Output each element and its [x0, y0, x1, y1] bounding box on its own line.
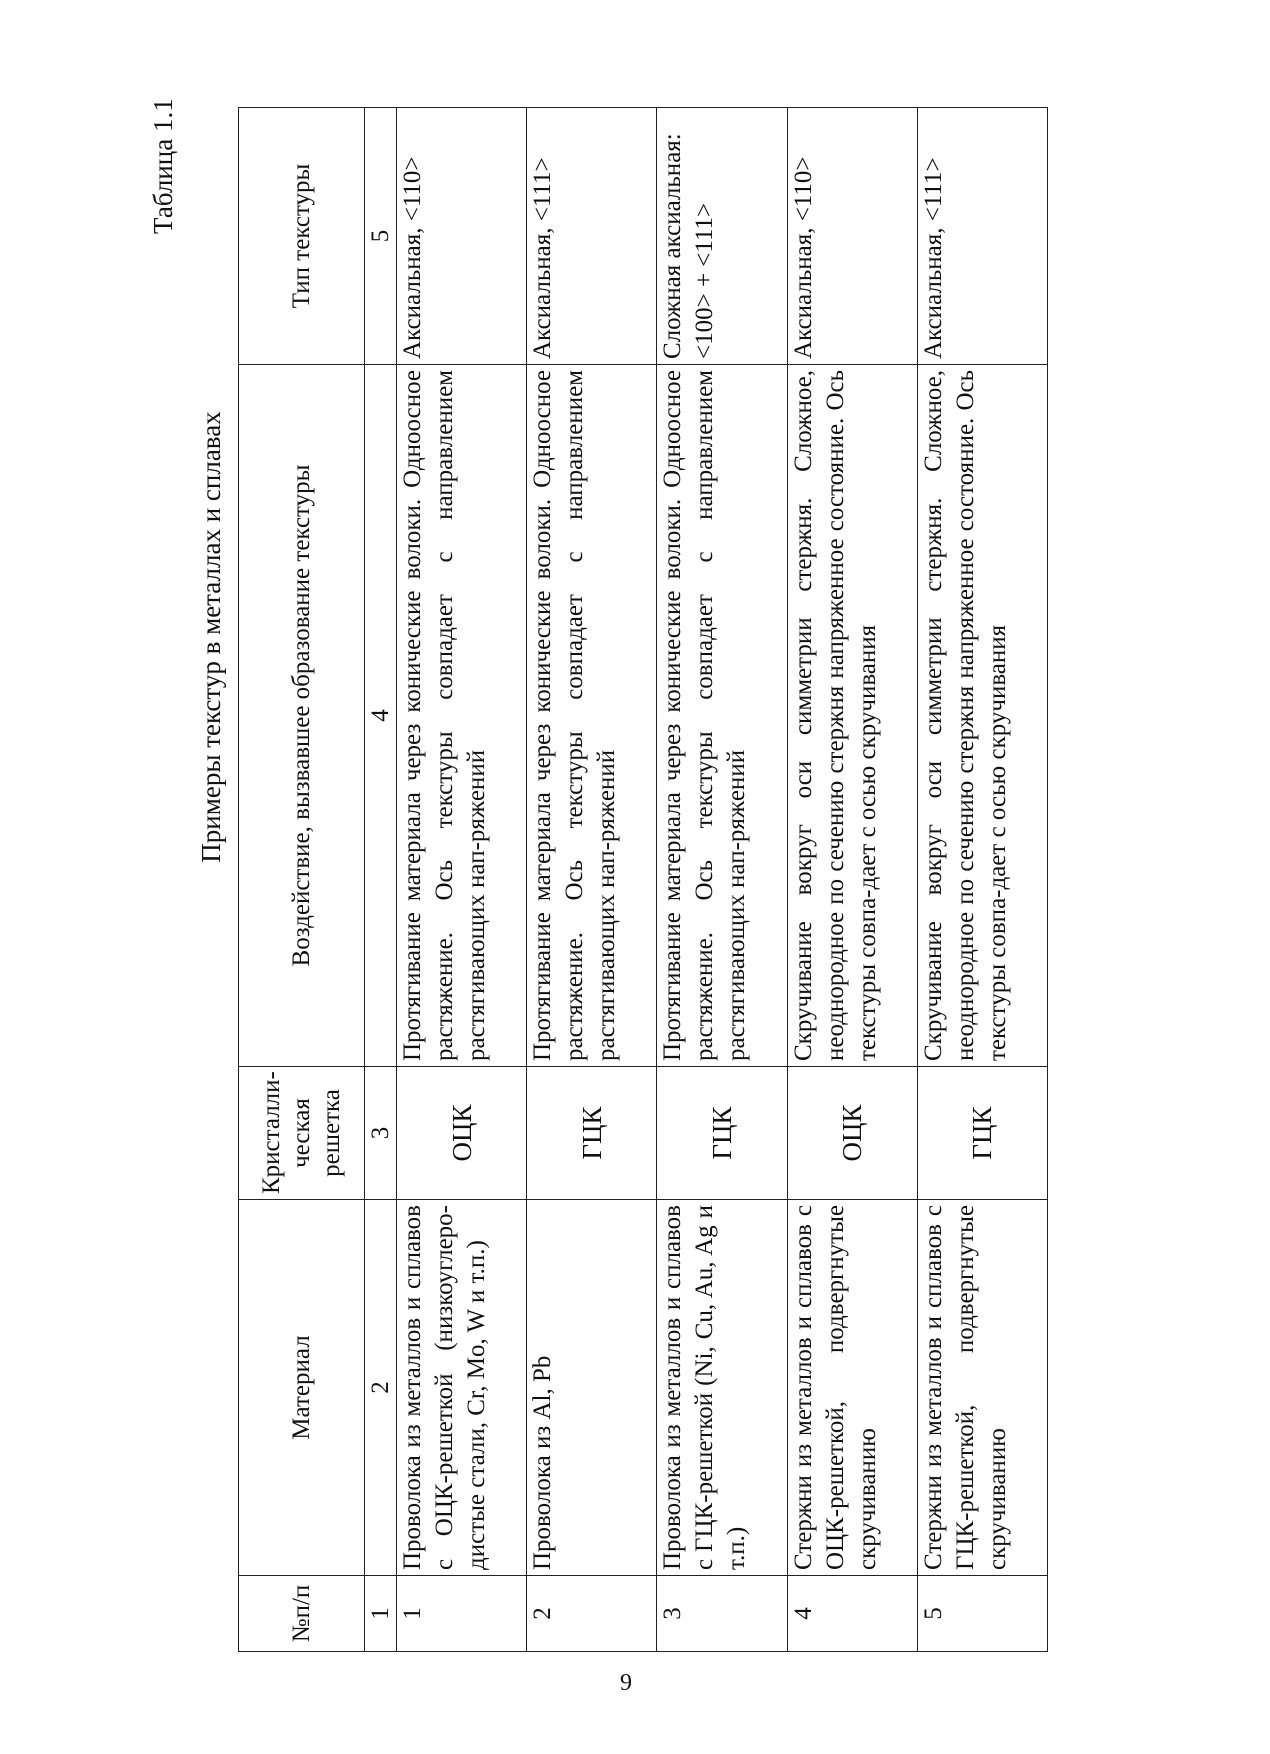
row-action: Протягивание материала через конические волоки. Одноосное растяжение. Ось текстуры совпадает с направлением растягивающих нап-ряжений [527, 365, 657, 1067]
table-row [397, 108, 527, 1652]
row-texture-type: Аксиальная, <110> [397, 108, 527, 365]
row-lattice: ГЦК [917, 1067, 1047, 1200]
row-index: 1 [397, 1576, 527, 1652]
header-action: Воздействие, вызвавшее образование текстуры [239, 365, 365, 1067]
row-material: Проволока из металлов и сплавов с ОЦК-решеткой (низкоуглеро-дистые стали, Cr, Mo, W и т.п.) [397, 1200, 527, 1576]
column-number-row [365, 108, 397, 1652]
texture-table [238, 107, 1048, 1652]
row-action: Протягивание материала через конические волоки. Одноосное растяжение. Ось текстуры совпадает с направлением растягивающих нап-ряжений [397, 365, 527, 1067]
header-material: Материал [239, 1200, 365, 1576]
row-lattice: ГЦК [657, 1067, 787, 1200]
row-material: Стержни из металлов и сплавов с ОЦК-решеткой, подвергнутые скручиванию [787, 1200, 917, 1576]
row-material: Стержни из металлов и сплавов с ГЦК-решеткой, подвергнутые скручиванию [917, 1200, 1047, 1576]
table-label: Таблица 1.1 [148, 98, 178, 234]
row-texture-type: Аксиальная, <110> [787, 108, 917, 365]
column-number: 3 [365, 1067, 397, 1200]
header-index: №п/п [239, 1576, 365, 1652]
header-texture-type: Тип текстуры [239, 108, 365, 365]
row-action: Скручивание вокруг оси симметрии стержня. Сложное, неоднородное по сечению стержня напряженное состояние. Ось текстуры совпа-дает с осью скручивания [787, 365, 917, 1067]
header-lattice: Кристалли-ческая решетка [239, 1067, 365, 1200]
column-number: 4 [365, 365, 397, 1067]
page-number: 9 [620, 1670, 632, 1696]
row-material: Проволока из Al, Pb [527, 1200, 657, 1576]
table-row [787, 108, 917, 1652]
row-index: 2 [527, 1576, 657, 1652]
column-number: 5 [365, 108, 397, 365]
row-lattice: ОЦК [397, 1067, 527, 1200]
row-index: 3 [657, 1576, 787, 1652]
row-texture-type: Аксиальная, <111> [527, 108, 657, 365]
row-lattice: ГЦК [527, 1067, 657, 1200]
column-number: 2 [365, 1200, 397, 1576]
row-lattice: ОЦК [787, 1067, 917, 1200]
table-row [917, 108, 1047, 1652]
row-action: Протягивание материала через конические волоки. Одноосное растяжение. Ось текстуры совпадает с направлением растягивающих нап-ряжений [657, 365, 787, 1067]
table-row [527, 108, 657, 1652]
row-material: Проволока из металлов и сплавов с ГЦК-решеткой (Ni, Cu, Au, Ag и т.п.) [657, 1200, 787, 1576]
table-row [657, 108, 787, 1652]
column-number: 1 [365, 1576, 397, 1652]
table-caption: Примеры текстур в металлах и сплавах [196, 411, 226, 863]
row-index: 4 [787, 1576, 917, 1652]
row-index: 5 [917, 1576, 1047, 1652]
header-row [239, 108, 365, 1652]
row-texture-type: Аксиальная, <111> [917, 108, 1047, 365]
row-action: Скручивание вокруг оси симметрии стержня. Сложное, неоднородное по сечению стержня напряженное состояние. Ось текстуры совпа-дает с осью скручивания [917, 365, 1047, 1067]
row-texture-type: Сложная аксиальная: <100> + <111> [657, 108, 787, 365]
